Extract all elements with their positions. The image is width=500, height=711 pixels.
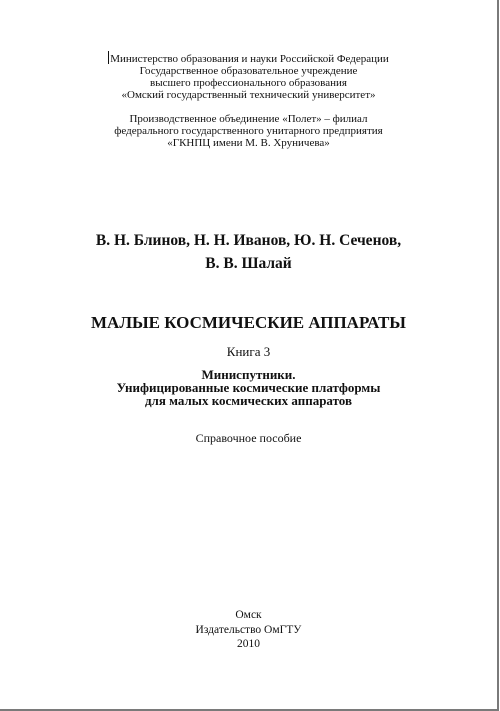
imprint	[0, 608, 497, 652]
authors	[0, 229, 497, 275]
document-type: Справочное пособие	[195, 431, 302, 445]
authors-line-2: В. В. Шалай	[205, 255, 292, 272]
publisher-header	[0, 51, 497, 149]
book-title: МАЛЫЕ КОСМИЧЕСКИЕ АППАРАТЫ	[91, 313, 406, 332]
imprint-city: Омск	[235, 609, 262, 621]
institution-type-line: Государственное образовательное учреждение	[139, 65, 358, 77]
book-number: Книга 3	[226, 344, 271, 359]
center-name-line: «ГКНПЦ имени М. В. Хруничева»	[167, 137, 330, 149]
header-gap	[0, 101, 497, 113]
imprint-publisher: Издательство ОмГТУ	[195, 623, 302, 636]
book-subtitle	[0, 368, 497, 407]
imprint-year: 2010	[237, 638, 260, 650]
subtitle-line-3: для малых космических аппаратов	[144, 393, 353, 408]
ministry-line: Министерство образования и науки Российской Федерации	[110, 53, 389, 65]
authors-line-1: В. Н. Блинов, Н. Н. Иванов, Ю. Н. Сеченов,	[95, 232, 402, 249]
subtitle-line-2: Унифицированные космические платформы	[116, 380, 381, 395]
education-level-line: высшего профессионального образования	[150, 77, 347, 89]
university-name-line: «Омский государственный технический университет»	[121, 89, 376, 101]
subtitle-line-1: Миниспутники.	[201, 367, 296, 382]
branch-line: Производственное объединение «Полет» – филиал	[129, 113, 368, 125]
enterprise-line: федерального государственного унитарного предприятия	[114, 125, 383, 137]
